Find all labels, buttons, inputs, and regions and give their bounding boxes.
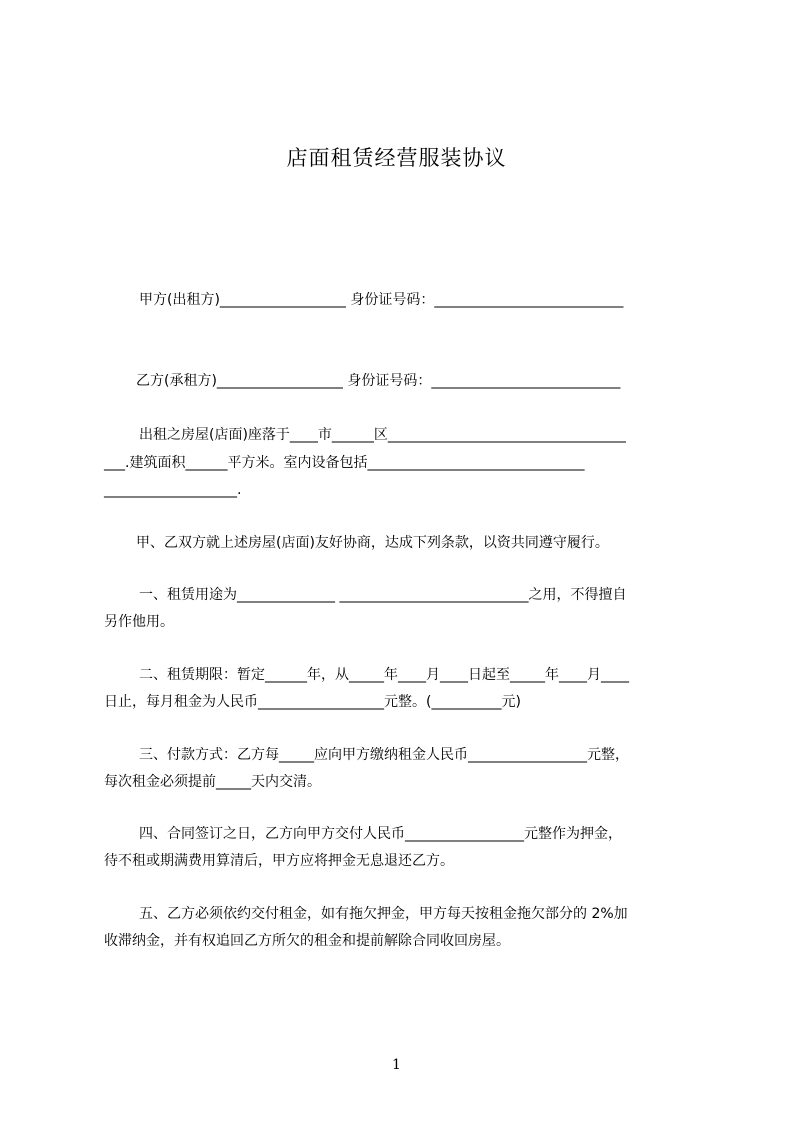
agreement-intro: 甲、乙双方就上述房屋(店面)友好协商，达成下列条款，以资共同遵守履行。 bbox=[136, 535, 609, 551]
clause-3-line-1: 三、付款方式：乙方每_____应向甲方缴纳租金人民币_________________元整， bbox=[139, 747, 629, 763]
clause-4-line-2: 待不租或期满费用算清后，甲方应将押金无息退还乙方。 bbox=[104, 853, 454, 869]
clause-5-line-1: 五、乙方必须依约交付租金，如有拖欠押金，甲方每天按租金拖欠部分的 2%加 bbox=[139, 906, 628, 922]
clause-5-line-2: 收滞纳金，并有权追回乙方所欠的租金和提前解除合同收回房屋。 bbox=[104, 933, 510, 949]
page-number: 1 bbox=[392, 1057, 401, 1073]
premises-line-2: ___.建筑面积______平方米。室内设备包括_______________________________ bbox=[104, 455, 585, 471]
premises-line-1: 出租之房屋(店面)座落于____市______区__________________________________ bbox=[139, 427, 626, 443]
clause-3-line-2: 每次租金必须提前_____天内交清。 bbox=[104, 774, 321, 790]
clause-2-line-1: 二、租赁期限：暂定______年，从_____年____月____日起至_____年____月____ bbox=[139, 667, 629, 683]
clause-1-line-2: 另作他用。 bbox=[104, 614, 174, 630]
document-title: 店面租赁经营服装协议 bbox=[286, 146, 507, 170]
clause-4-line-1: 四、合同签订之日，乙方向甲方交付人民币_________________元整作为押金， bbox=[139, 826, 622, 842]
premises-line-3: ___________________. bbox=[104, 482, 242, 498]
party-a-line: 甲方(出租方)__________________ 身份证号码：___________________________ bbox=[139, 292, 624, 308]
clause-1-line-1: 一、租赁用途为______________ ___________________________之用，不得擅自 bbox=[139, 587, 627, 603]
party-b-line: 乙方(承租方)__________________ 身份证号码：___________________________ bbox=[136, 373, 621, 389]
clause-2-line-2: 日止，每月租金为人民币__________________元整。(__________元) bbox=[104, 694, 521, 710]
